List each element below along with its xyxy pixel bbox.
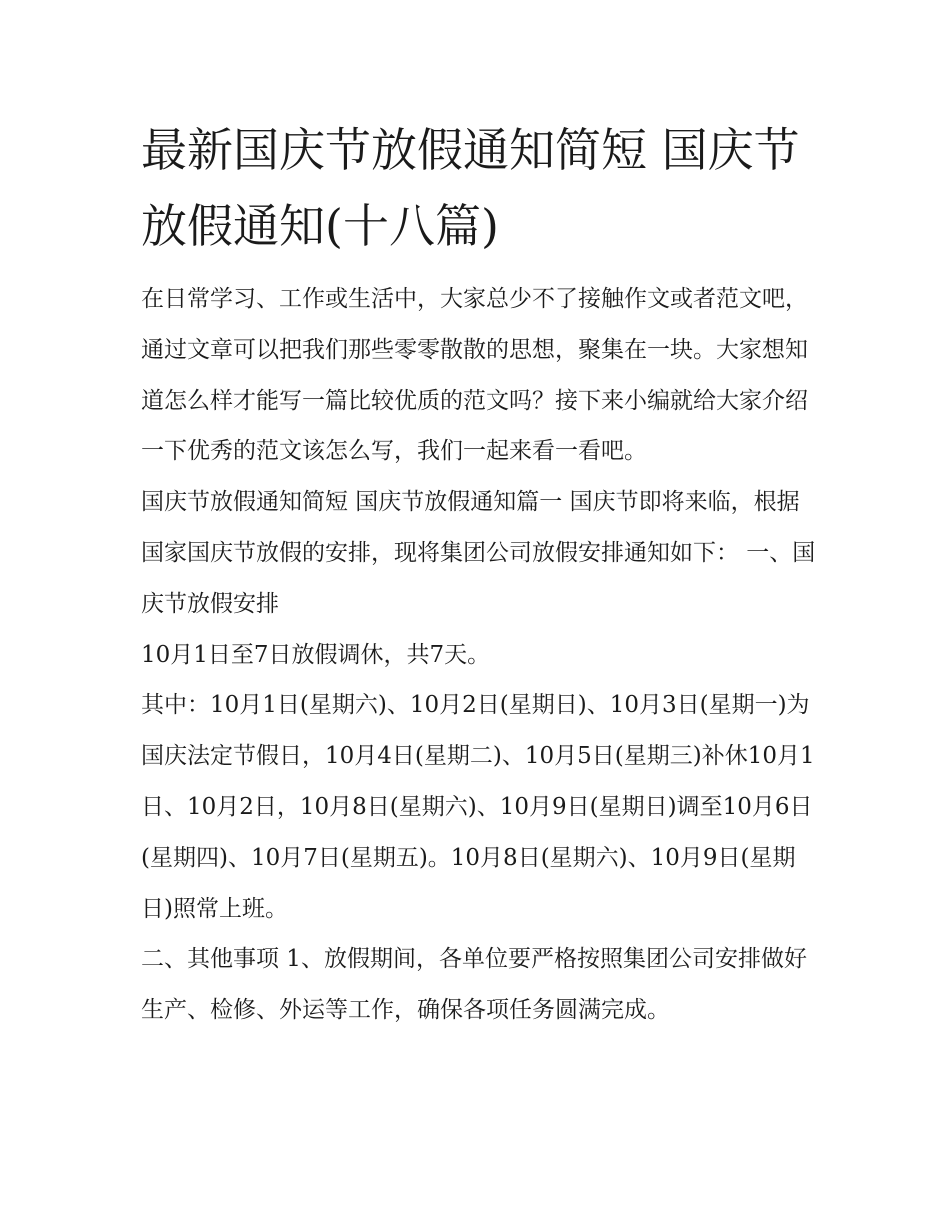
document-body: [141, 112, 821, 1036]
paragraph-other-matters: 二、其他事项 1、放假期间，各单位要严格按照集团公司安排做好生产、检修、外运等工作，确保各项任务圆满完成。: [141, 946, 807, 1024]
paragraph-holiday-length: 10月1日至7日放假调休，共7天。: [141, 641, 491, 668]
document-title: 最新国庆节放假通知简短 国庆节放假通知(十八篇): [141, 123, 800, 253]
paragraph-intro: 在日常学习、工作或生活中，大家总少不了接触作文或者范文吧，通过文章可以把我们那些零零散散的思想，聚集在一块。大家想知道怎么样才能写一篇比较优质的范文吗？接下来小编就给大家介绍一下优秀的范文该怎么写，我们一起来看一看吧。: [141, 286, 808, 465]
paragraph-holiday-schedule: 其中：10月1日(星期六)、10月2日(星期日)、10月3日(星期一)为国庆法定节假日，10月4日(星期二)、10月5日(星期三)补休10月1日、10月2日，10月8日(星期六)、10月9日(星期日)调至10月6日(星期四)、10月7日(星期五)。10月8日(星期六)、10月9日(星期日)照常上班。: [141, 692, 815, 922]
paragraph-notice-opening: 国庆节放假通知简短 国庆节放假通知篇一 国庆节即将来临，根据国家国庆节放假的安排，现将集团公司放假安排通知如下： 一、国庆节放假安排: [141, 489, 816, 617]
